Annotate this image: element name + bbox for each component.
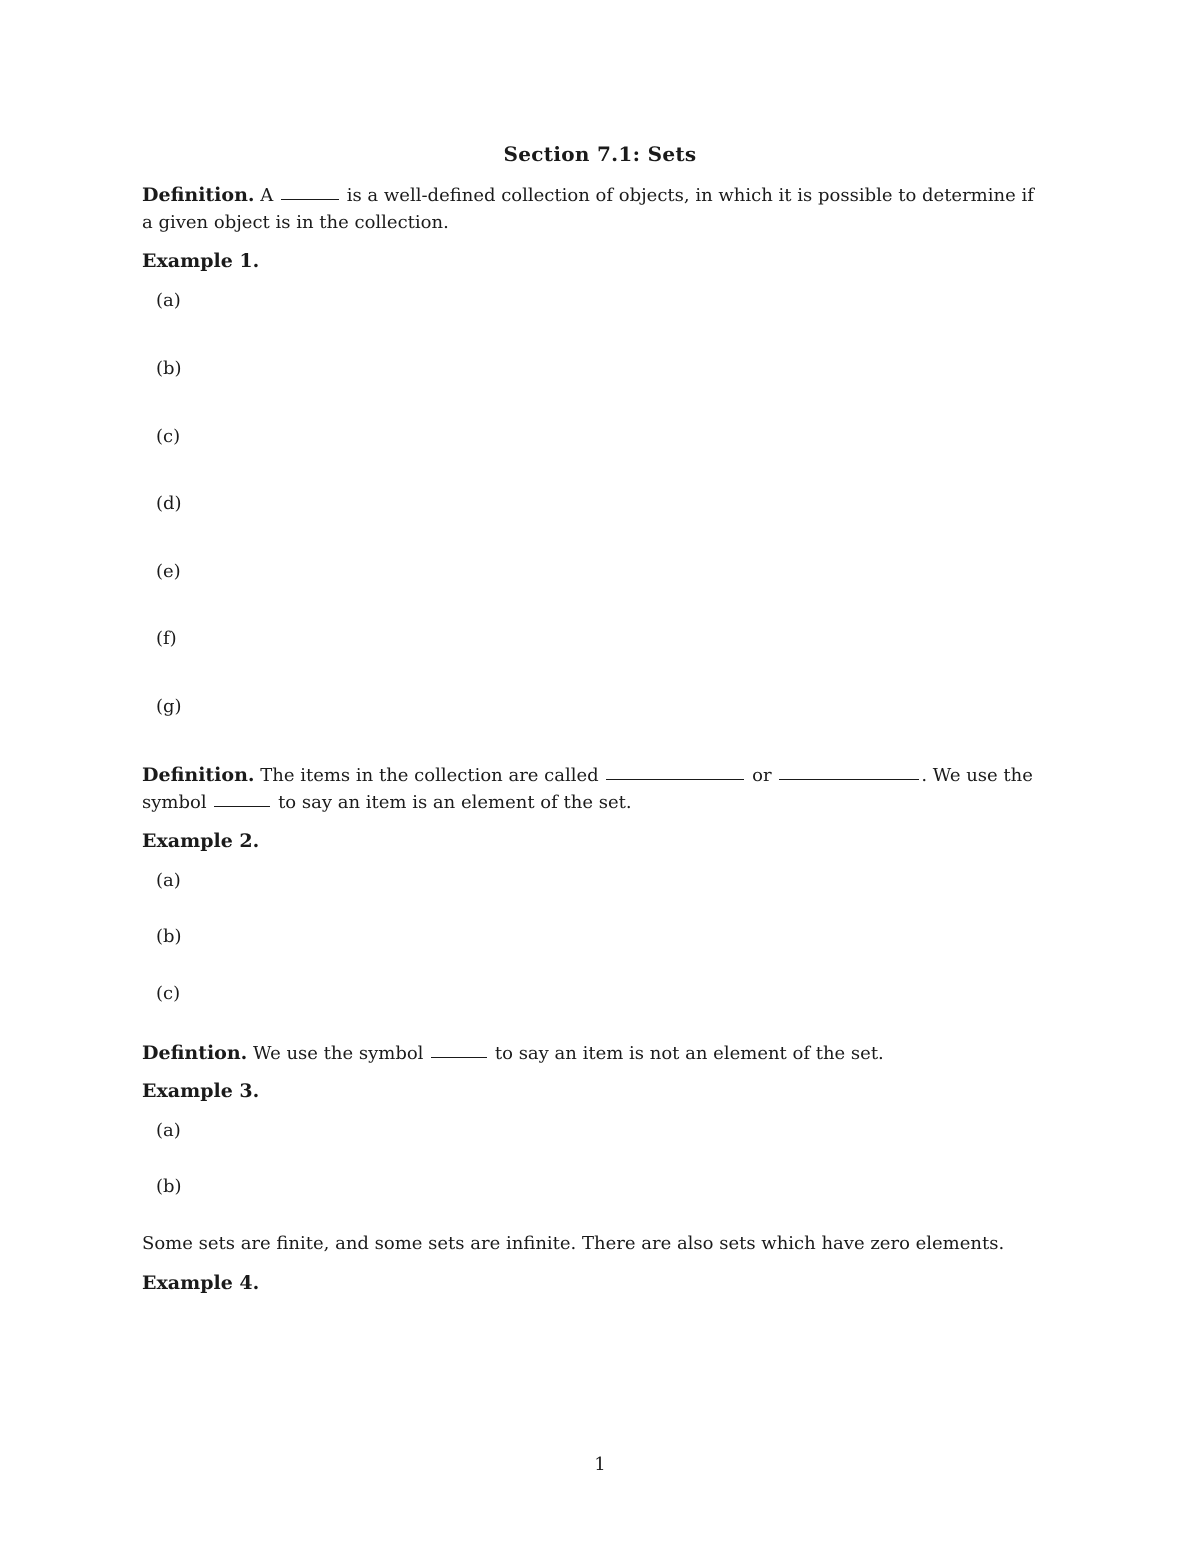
page-number: 1 — [594, 1454, 606, 1475]
example-3-heading: Example 3. — [142, 1080, 260, 1102]
example-1-heading: Example 1. — [142, 250, 260, 272]
example-3-item-a: (a) — [156, 1120, 181, 1141]
example-1-item-e: (e) — [156, 561, 181, 582]
example-3-item-b: (b) — [156, 1176, 182, 1197]
example-2-item-c: (c) — [156, 983, 181, 1004]
example-2-item-b: (b) — [156, 926, 182, 947]
definition-element-line2: symbol to say an item is an element of the set. — [142, 792, 632, 813]
example-1-item-a: (a) — [156, 290, 181, 311]
fill-in-blank — [431, 1056, 487, 1058]
definition-label: Definition. — [142, 184, 255, 206]
example-1-item-f: (f) — [156, 628, 177, 649]
fill-in-blank — [779, 778, 919, 780]
example-4-heading: Example 4. — [142, 1272, 260, 1294]
fill-in-blank — [606, 778, 744, 780]
example-1-item-b: (b) — [156, 358, 182, 379]
definition-label: Defintion. — [142, 1042, 248, 1064]
example-1-item-c: (c) — [156, 426, 181, 447]
definition-set — [142, 182, 1062, 236]
example-2-heading: Example 2. — [142, 830, 260, 852]
fill-in-blank — [214, 805, 270, 807]
definition-element — [142, 762, 1062, 816]
definition-set-line2: a given object is in the collection. — [142, 212, 449, 233]
example-1-item-g: (g) — [156, 696, 182, 717]
fill-in-blank — [281, 198, 339, 200]
example-2-item-a: (a) — [156, 870, 181, 891]
definition-element-line1: Definition. The items in the collection are called or . We use the — [142, 764, 1033, 786]
definition-not-element: Defintion. We use the symbol to say an item is not an element of the set. — [142, 1042, 884, 1064]
definition-label: Definition. — [142, 764, 255, 786]
definition-set-line1: Definition. A is a well-defined collection of objects, in which it is possible to determine if — [142, 184, 1034, 206]
finite-sets-note: Some sets are finite, and some sets are infinite. There are also sets which have zero elements. — [142, 1233, 1005, 1254]
section-title: Section 7.1: Sets — [503, 142, 697, 166]
example-1-item-d: (d) — [156, 493, 182, 514]
